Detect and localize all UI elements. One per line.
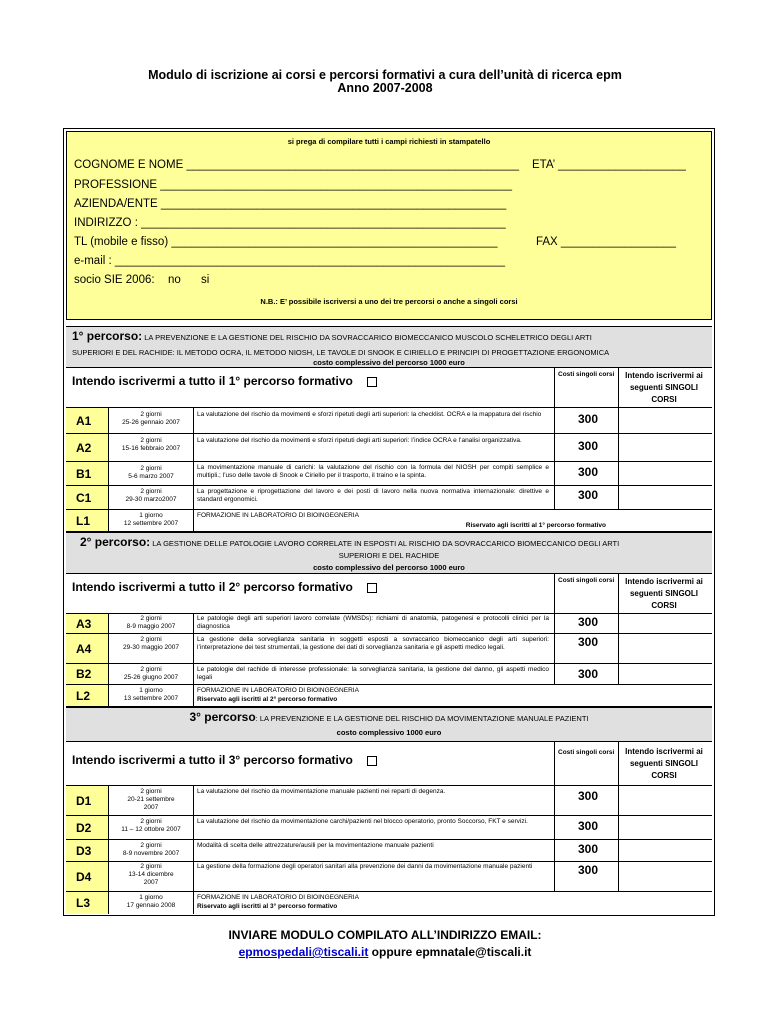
course-duration: 2 giorni bbox=[140, 411, 162, 418]
costs-header: Costi singoli corsi bbox=[558, 371, 615, 378]
course-date-year: 2007 bbox=[143, 879, 159, 886]
course-duration: 2 giorni bbox=[140, 842, 162, 849]
course-row-l2 bbox=[66, 685, 712, 707]
single-courses-header: Intendo iscrivermi ai seguenti SINGOLI CORSI bbox=[625, 747, 703, 780]
course-description: FORMAZIONE IN LABORATORIO DI BIOINGEGNERIA bbox=[197, 894, 359, 901]
fill-instructions: si prega di compilare tutti i campi richiesti in stampatello bbox=[287, 137, 491, 146]
course-date: 8-9 novembre 2007 bbox=[122, 850, 180, 857]
course-duration: 2 giorni bbox=[140, 863, 162, 870]
percorso-2-enroll-label: Intendo iscrivermi a tutto il 2° percorso formativo bbox=[72, 580, 353, 594]
course-row-c1 bbox=[66, 486, 712, 510]
percorso-2-name: 2° percorso: bbox=[80, 535, 151, 549]
course-date: 29-30 marzo2007 bbox=[125, 496, 177, 503]
course-row-d3 bbox=[66, 840, 712, 862]
course-row-a1 bbox=[66, 408, 712, 434]
course-code: D1 bbox=[66, 786, 109, 815]
course-cost: 300 bbox=[577, 465, 599, 479]
course-row-l3 bbox=[66, 892, 712, 914]
course-date: 25-26 giugno 2007 bbox=[123, 674, 179, 681]
course-date: 13-14 dicembre bbox=[128, 871, 174, 878]
fax-field[interactable]: FAX __________________ bbox=[536, 236, 677, 248]
costs-header: Costi singoli corsi bbox=[558, 749, 615, 756]
course-cost: 300 bbox=[577, 635, 599, 649]
percorso-3-checkbox[interactable] bbox=[367, 756, 377, 766]
course-description: La gestione della formazione degli operatori sanitari alla prevenzione dei danni da movimentazione manuale pazienti bbox=[197, 863, 533, 870]
course-cost: 300 bbox=[577, 439, 599, 453]
percorso-3-enroll-row bbox=[66, 742, 712, 786]
course-date-year: 2007 bbox=[143, 804, 159, 811]
percorso-1-checkbox[interactable] bbox=[367, 377, 377, 387]
course-cost: 300 bbox=[577, 615, 599, 629]
company-field[interactable]: AZIENDA/ENTE ______________________________________________________ bbox=[74, 198, 507, 210]
course-cost: 300 bbox=[577, 842, 599, 856]
course-duration: 2 giorni bbox=[140, 488, 162, 495]
course-code: L2 bbox=[66, 685, 109, 706]
course-restriction: Riservato agli iscritti al 1° percorso formativo bbox=[465, 522, 606, 529]
profession-field[interactable]: PROFESSIONE _______________________________________________________ bbox=[74, 179, 513, 191]
course-restriction: Riservato agli iscritti al 2° percorso formativo bbox=[197, 696, 338, 703]
course-duration: 1 giorno bbox=[139, 894, 163, 901]
percorso-2-enroll-row bbox=[66, 574, 712, 614]
course-date: 5-6 marzo 2007 bbox=[128, 473, 174, 480]
course-cost: 300 bbox=[577, 819, 599, 833]
percorso-2-header bbox=[66, 532, 712, 574]
email-alternative: oppure epmnatale@tiscali.it bbox=[368, 945, 532, 959]
course-description: La progettazione e riprogettazione del lavoro e dei posti di lavoro nella nuova normativa internazionale: direttive e standard ergonomici. bbox=[197, 488, 549, 503]
course-cost: 300 bbox=[577, 863, 599, 877]
course-row-d4 bbox=[66, 862, 712, 892]
percorso-1-enroll-label: Intendo iscrivermi a tutto il 1° percorso formativo bbox=[72, 374, 353, 388]
document-title: Modulo di iscrizione ai corsi e percorsi formativi a cura dell’unità di ricerca epm bbox=[148, 68, 622, 82]
percorso-3-enroll-label: Intendo iscrivermi a tutto il 3° percorso formativo bbox=[72, 753, 353, 767]
course-duration: 2 giorni bbox=[140, 666, 162, 673]
course-date: 20-21 settembre bbox=[127, 796, 175, 803]
course-cost: 300 bbox=[577, 789, 599, 803]
course-duration: 1 giorno bbox=[139, 687, 163, 694]
course-description: La valutazione del rischio da movimentazione carchi/pazienti nel blocco operatorio, pronto Soccorso, FKT e servizi. bbox=[197, 818, 528, 825]
course-code: L3 bbox=[66, 892, 109, 914]
course-duration: 2 giorni bbox=[140, 615, 162, 622]
course-code: B1 bbox=[66, 462, 109, 485]
percorso-1-header bbox=[66, 326, 712, 368]
course-duration: 2 giorni bbox=[140, 437, 162, 444]
course-row-a3 bbox=[66, 614, 712, 634]
course-code: D3 bbox=[66, 840, 109, 861]
course-code: A2 bbox=[66, 434, 109, 461]
course-description: Modalità di scelta delle attrezzature/ausili per la movimentazione manuale pazienti bbox=[197, 842, 434, 849]
send-instructions: INVIARE MODULO COMPILATO ALL’INDIRIZZO EMAIL: bbox=[228, 928, 542, 942]
course-duration: 2 giorni bbox=[140, 636, 162, 643]
course-code: A4 bbox=[66, 634, 109, 663]
course-description: FORMAZIONE IN LABORATORIO DI BIOINGEGNERIA bbox=[197, 512, 359, 519]
name-field[interactable]: COGNOME E NOME ____________________________________________________ bbox=[74, 159, 520, 171]
email-link-1[interactable]: epmospedali@tiscali.it bbox=[238, 945, 369, 959]
course-date: 12 settembre 2007 bbox=[123, 520, 179, 527]
percorso-1-name: 1° percorso: bbox=[72, 329, 143, 343]
course-row-b2 bbox=[66, 664, 712, 685]
course-cost: 300 bbox=[577, 412, 599, 426]
percorso-1-cost: costo complessivo del percorso 1000 euro bbox=[313, 358, 465, 367]
course-description: Le patologie del rachide di interesse professionale: la sorveglianza sanitaria, la gestione del danno, gli aspetti medico legali bbox=[197, 666, 549, 681]
socio-si-option[interactable]: si bbox=[201, 274, 210, 286]
percorso-1-enroll-row bbox=[66, 368, 712, 408]
document-year: Anno 2007-2008 bbox=[337, 81, 433, 95]
course-row-a2 bbox=[66, 434, 712, 462]
course-description: La valutazione del rischio da movimentazione manuale pazienti nei reparti di degenza. bbox=[197, 788, 446, 795]
costs-header: Costi singoli corsi bbox=[558, 577, 615, 584]
socio-label: socio SIE 2006: bbox=[74, 274, 155, 286]
course-date: 13 settembre 2007 bbox=[123, 695, 179, 702]
course-duration: 2 giorni bbox=[140, 465, 162, 472]
socio-no-option[interactable]: no bbox=[168, 274, 181, 286]
course-row-a4 bbox=[66, 634, 712, 664]
course-date: 8-9 maggio 2007 bbox=[126, 623, 176, 630]
address-field[interactable]: INDIRIZZO : _________________________________________________________ bbox=[74, 217, 506, 229]
course-date: 17 gennaio 2008 bbox=[126, 902, 176, 909]
email-field[interactable]: e-mail : _____________________________________________________________ bbox=[74, 255, 506, 267]
course-code: D4 bbox=[66, 862, 109, 891]
course-description: Le patologie degli arti superiori lavoro correlate (WMSDs): richiami di anatomia, patogenesi e protocolli clinici per la diagnostica bbox=[197, 615, 549, 630]
nb-note: N.B.: E’ possibile iscriversi a uno dei tre percorsi o anche a singoli corsi bbox=[260, 297, 518, 306]
percorso-3-name: 3° percorso bbox=[189, 710, 256, 724]
course-code: L1 bbox=[66, 510, 109, 531]
course-date: 29-30 maggio 2007 bbox=[122, 644, 179, 651]
course-row-b1 bbox=[66, 462, 712, 486]
phone-field[interactable]: TL (mobile e fisso) ___________________________________________________ bbox=[74, 236, 498, 248]
course-code: A3 bbox=[66, 614, 109, 633]
course-restriction: Riservato agli iscritti al 3° percorso formativo bbox=[197, 903, 338, 910]
percorso-3-text: : LA PREVENZIONE E LA GESTIONE DEL RISCHIO DA MOVIMENTAZIONE MANUALE PAZIENTI bbox=[255, 714, 589, 723]
course-description: La gestione della sorveglianza sanitaria in soggetti esposti a sovraccarico biomeccanico degli arti superiori: l’interpretazione dei test strumentali, la gestione dei dati di sorveglianza sanitaria e gli aspetti medico legali. bbox=[197, 636, 549, 651]
course-row-l1 bbox=[66, 510, 712, 532]
course-description: La movimentazione manuale di carichi: la valutazione del rischio con la formula del NIOSH per compiti semplice e multipli.; l’uso delle tavole di Snook e Ciriello per il trasporto, il traino e la spinta. bbox=[197, 464, 549, 479]
course-code: B2 bbox=[66, 664, 109, 684]
percorso-1-text2: SUPERIORI E DEL RACHIDE: IL METODO OCRA, IL METODO NIOSH, LE TAVOLE DI SNOOK E CIRIELLO E PRINCIPI DI PROGETTAZIONE ERGONOMICA bbox=[72, 348, 610, 357]
course-code: D2 bbox=[66, 816, 109, 839]
course-cost: 300 bbox=[577, 667, 599, 681]
course-date: 25-26 gennaio 2007 bbox=[122, 419, 180, 426]
course-row-d1 bbox=[66, 786, 712, 816]
course-duration: 1 giorno bbox=[139, 512, 163, 519]
age-field[interactable]: ETA’ ____________________ bbox=[532, 159, 686, 171]
percorso-2-text: LA GESTIONE DELLE PATOLOGIE LAVORO CORRELATE IN ESPOSTI AL RISCHIO DA SOVRACCARICO BIOMECCANICO DEGLI ARTI bbox=[152, 539, 620, 548]
course-duration: 2 giorni bbox=[140, 818, 162, 825]
percorso-2-checkbox[interactable] bbox=[367, 583, 377, 593]
course-description: La valutazione del rischio da movimenti e sforzi ripetuti degli arti superiori: la checklist. OCRA e la mappatura del rischio bbox=[197, 411, 542, 418]
course-row-d2 bbox=[66, 816, 712, 840]
single-courses-header: Intendo iscrivermi ai seguenti SINGOLI CORSI bbox=[625, 577, 703, 610]
percorso-1-text: LA PREVENZIONE E LA GESTIONE DEL RISCHIO DA SOVRACCARICO BIOMECCANICO MUSCOLO SCHELETRICO DEGLI ARTI bbox=[144, 333, 592, 342]
course-cost: 300 bbox=[577, 488, 599, 502]
course-description: FORMAZIONE IN LABORATORIO DI BIOINGEGNERIA bbox=[197, 687, 359, 694]
course-description: La valutazione del rischio da movimenti e sforzi ripetuti degli arti superiori: l’indice OCRA e l’analisi organizzativa. bbox=[197, 437, 522, 444]
course-date: 15-16 febbraio 2007 bbox=[121, 445, 181, 452]
single-courses-header: Intendo iscrivermi ai seguenti SINGOLI CORSI bbox=[625, 371, 703, 404]
percorso-2-text2: SUPERIORI E DEL RACHIDE bbox=[338, 551, 440, 560]
course-date: 11 – 12 ottobre 2007 bbox=[121, 826, 181, 833]
course-code: A1 bbox=[66, 408, 109, 433]
course-code: C1 bbox=[66, 486, 109, 509]
percorso-3-cost: costo complessivo 1000 euro bbox=[336, 728, 442, 737]
percorso-2-cost: costo complessivo del percorso 1000 euro bbox=[313, 563, 465, 572]
course-duration: 2 giorni bbox=[140, 788, 162, 795]
percorso-3-header bbox=[66, 707, 712, 742]
